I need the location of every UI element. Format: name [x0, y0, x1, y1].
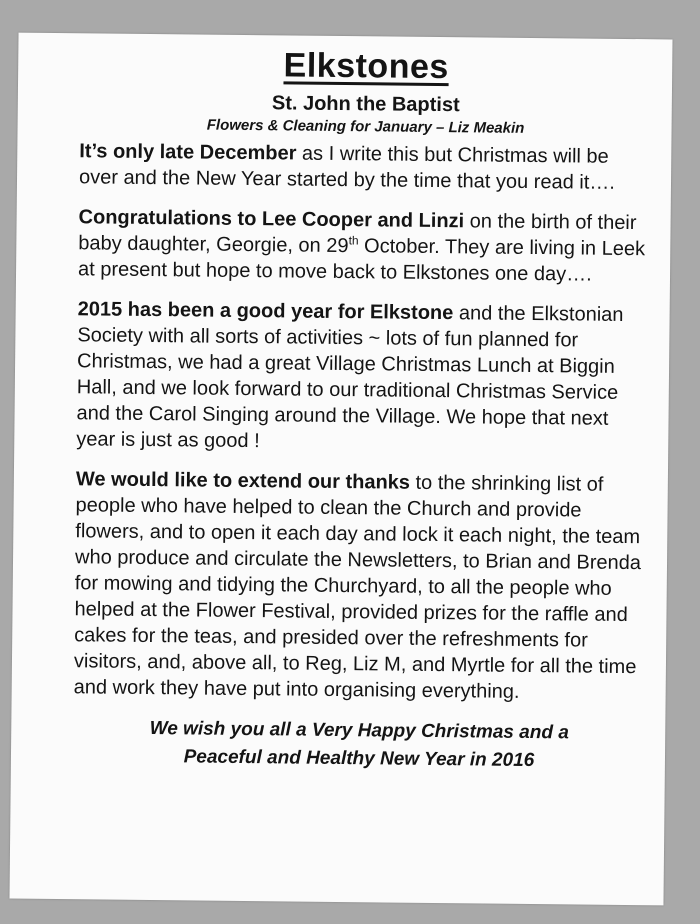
- closing-greeting: [73, 714, 646, 776]
- paragraph-text: and the Elkstonian Society with all sorts of activities ~ lots of fun planned for Christmas, we had a great Village Christmas Lunch at Biggin Hall, and we look forward to our traditional Christmas Service and the Carol Singing around the Village. We hope that next year is just as good !: [76, 302, 624, 453]
- paragraph-text: October. They are living in Leek at present but hope to move back to Elkstones one day….: [77, 235, 646, 286]
- paragraph-text: on the birth of their baby daughter, Georgie, on 29: [78, 210, 637, 258]
- date-suffix: th: [348, 233, 359, 248]
- title-text: Elkstones: [283, 46, 449, 87]
- paragraph-good-year: [76, 296, 650, 458]
- newsletter-page: [9, 33, 672, 906]
- paragraph-text: to the shrinking list of people who have helped to clean the Church and provide flowers, and to open it each day and lock it each night, the team who produce and circulate the Newsletters, to Brian and Brenda for mowing and tidying the Churchyard, to all the people who helped at the Flower Festival, provided prizes for the raffle and cakes for the teas, and presided over the refreshments for visitors, and, above all, to Reg, Liz M, and Myrtle for all the time and work they have put into organising everything.: [73, 471, 642, 703]
- paragraph-lead: It’s only late December: [79, 140, 297, 165]
- paragraph-lead: We would like to extend our thanks: [75, 468, 411, 494]
- paragraph-congratulations: [78, 204, 651, 288]
- paragraph-late-december: [79, 138, 652, 196]
- paragraph-text: as I write this but Christmas will be over and the New Year started by the time that you read it….: [78, 142, 615, 194]
- church-name: St. John the Baptist: [271, 92, 460, 117]
- paragraph-lead: 2015 has been a good year for Elkstone: [77, 298, 454, 325]
- paragraph-thanks: [74, 466, 648, 706]
- closing-line-1: We wish you all a Very Happy Christmas and a: [149, 718, 569, 744]
- page-title: [80, 41, 652, 91]
- article: [73, 41, 653, 776]
- paragraph-lead: Congratulations to Lee Cooper and Linzi: [78, 206, 465, 233]
- closing-line-2: Peaceful and Healthy New Year in 2016: [183, 746, 535, 772]
- byline: Flowers & Cleaning for January – Liz Meakin: [206, 116, 525, 137]
